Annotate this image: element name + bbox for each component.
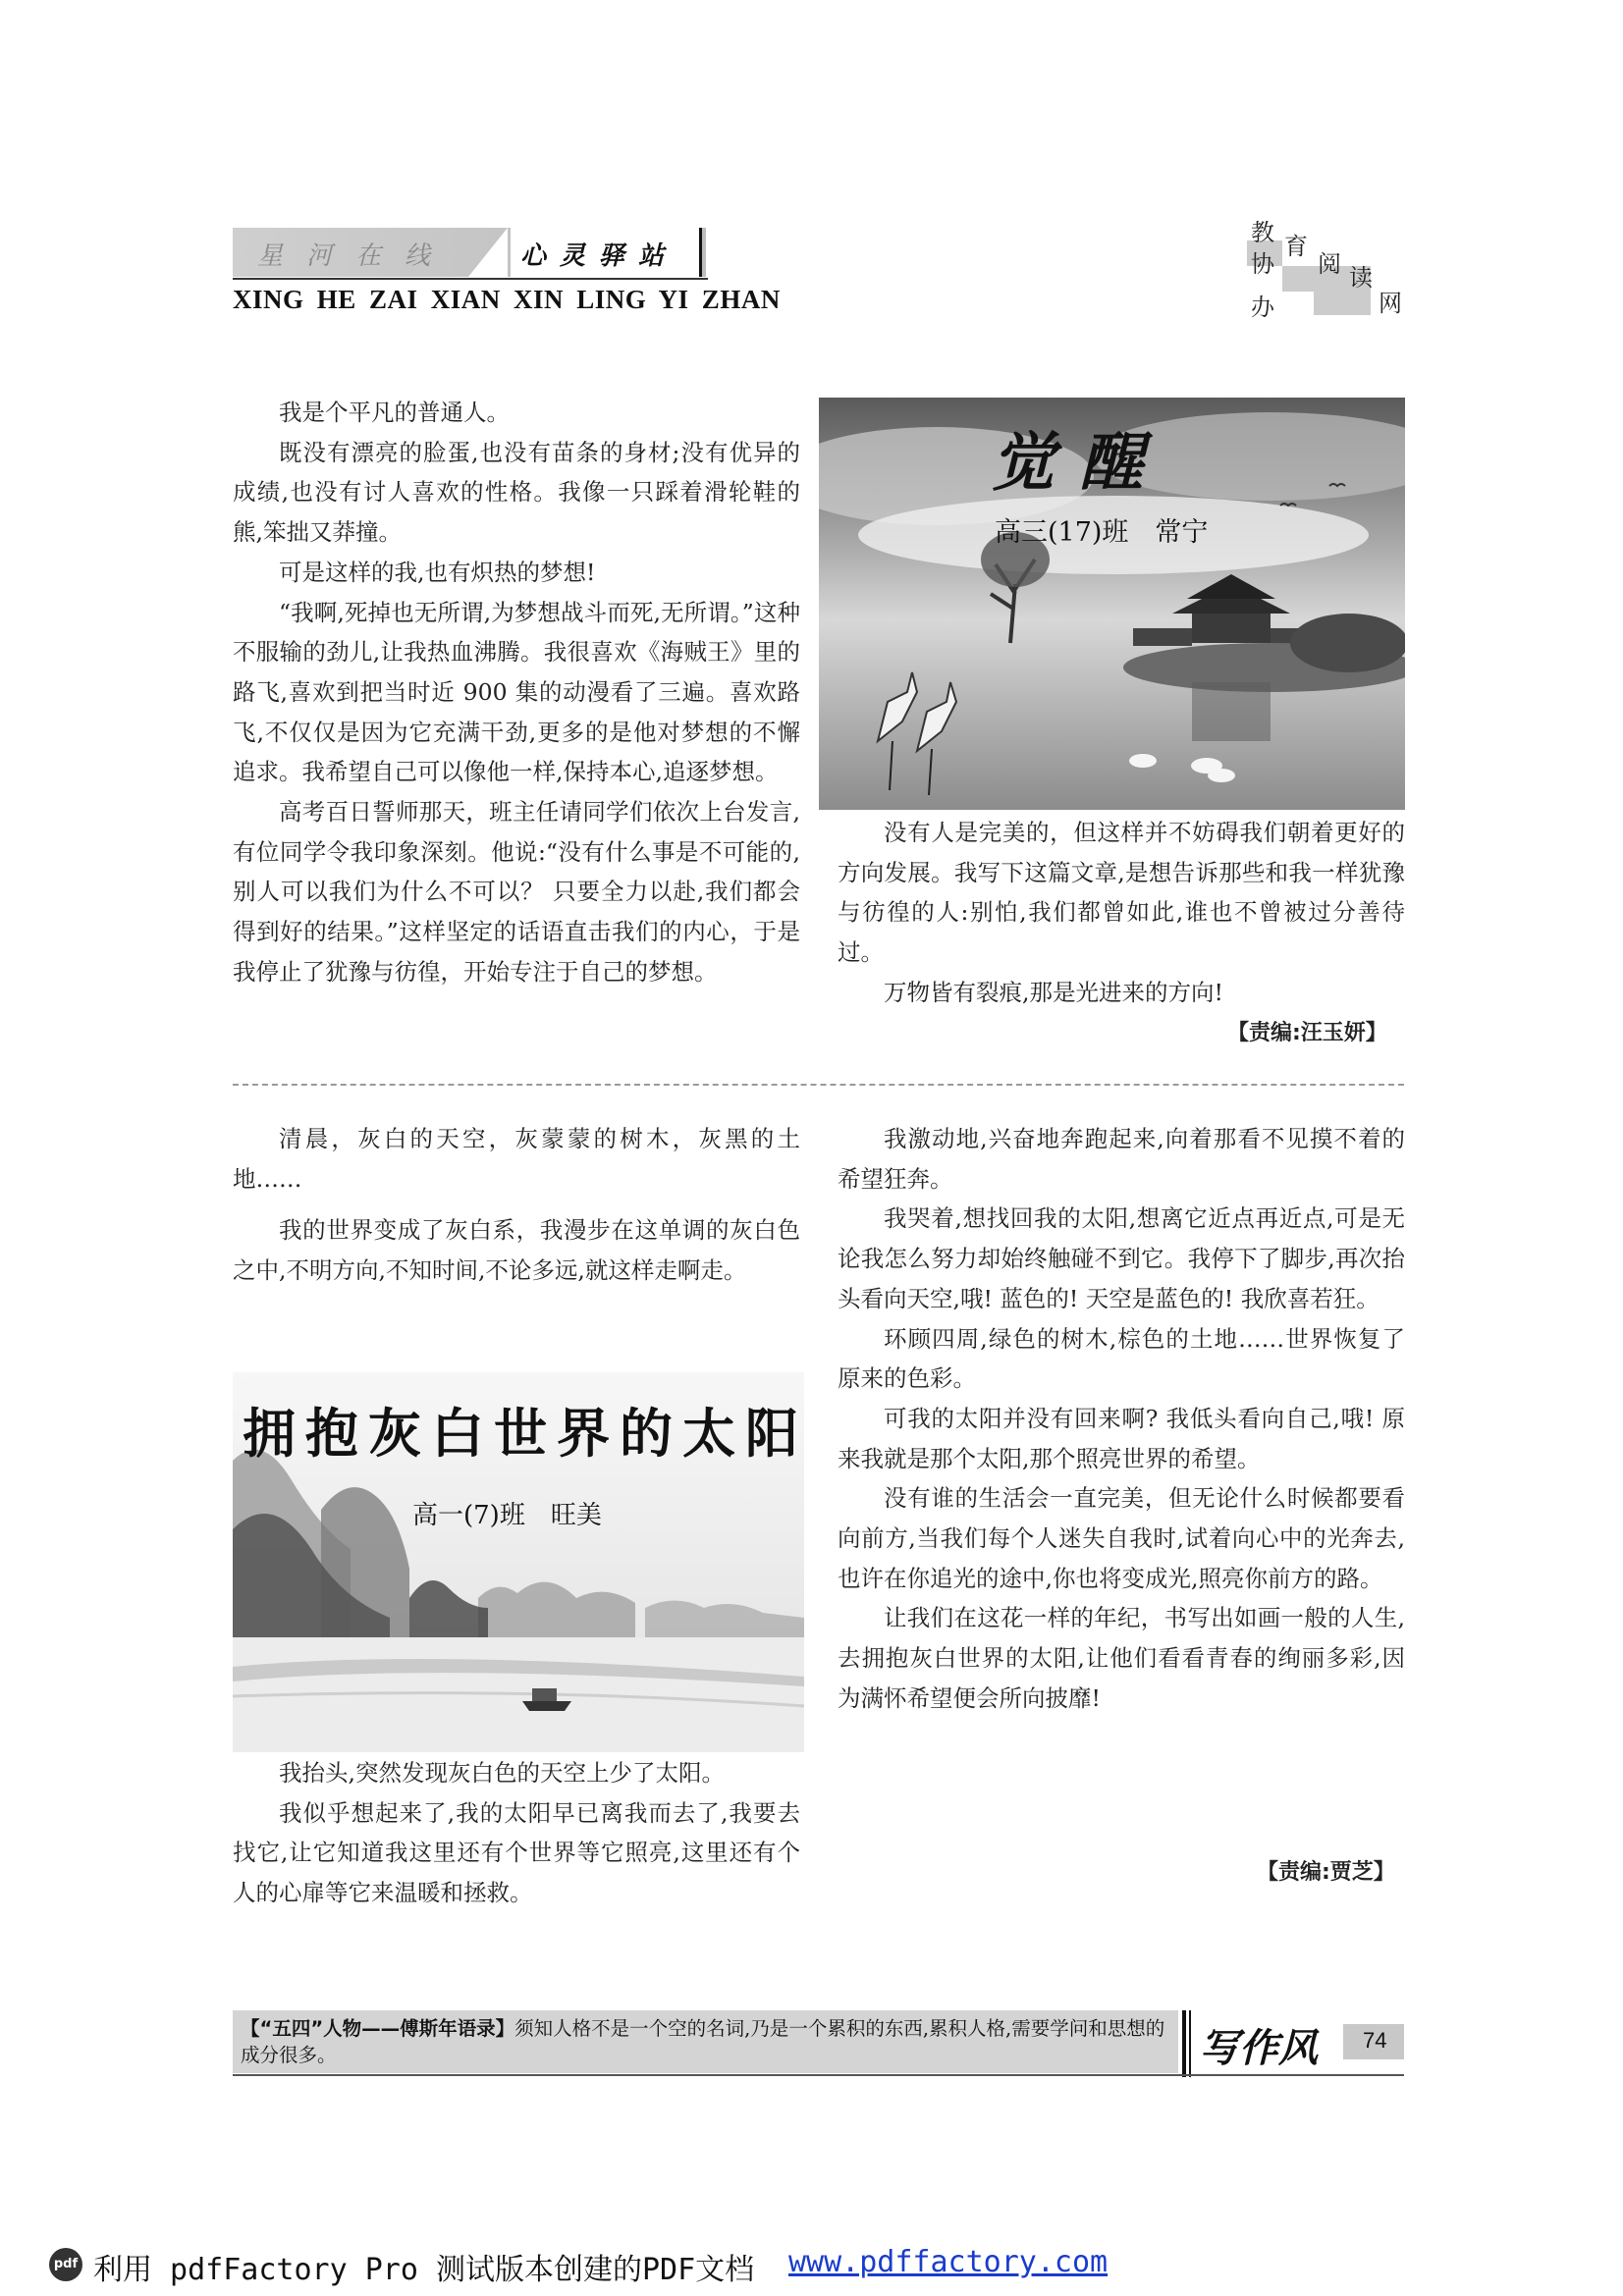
paragraph: 可是这样的我,也有炽热的梦想!	[279, 558, 596, 586]
paragraph: “我啊,死掉也无所谓,为梦想战斗而死,无所谓。”这种不服输的劲儿,让我热血沸腾。我很喜欢《海贼王》里的路飞,喜欢到把当时近 900 集的动漫看了三遍。喜欢路飞,不仅仅是因为它充满干劲,更多的是他对梦想的不懈追求。我希望自己可以像他一样,保持本心,追逐梦想。	[233, 598, 800, 786]
footer-divider	[1189, 2010, 1191, 2077]
logo-char: 教	[1251, 219, 1274, 246]
article2-editor: 【责编:贾芝】	[1257, 1860, 1395, 1885]
paragraph: 高考百日誓师那天，班主任请同学们依次上台发言,有位同学令我印象深刻。他说:“没有什么事是不可能的,别人可以我们为什么不可以？ 只要全力以赴,我们都会得到好的结果。”这样坚定的话语直击我们的内心，于是我停止了犹豫与彷徨，开始专注于自己的梦想。	[233, 798, 800, 986]
article2-left-top-column	[233, 1119, 800, 1291]
section-name-right: 心灵驿站	[520, 241, 678, 271]
logo-char: 协	[1251, 250, 1274, 278]
article1-left-column	[233, 393, 800, 992]
header-underline	[233, 278, 708, 280]
footer-line	[233, 2074, 1404, 2076]
footer-quote-text: 须知人格不是一个空的名词,乃是一个累积的东西,累积人格,需要学问和思想的成分很多。	[241, 2017, 1165, 2066]
paragraph: 我抬头,突然发现灰白色的天空上少了太阳。	[279, 1759, 725, 1787]
footer-divider	[1182, 2010, 1186, 2077]
watermark-link[interactable]: www.pdffactory.com	[788, 2245, 1109, 2279]
paragraph: 让我们在这花一样的年纪，书写出如画一般的人生,去拥抱灰白世界的太阳,让他们看看青春的绚丽多彩,因为满怀希望便会所向披靡!	[838, 1604, 1405, 1712]
paragraph: 可我的太阳并没有回来啊? 我低头看向自己,哦! 原来我就是那个太阳,那个照亮世界的希望。	[838, 1404, 1405, 1472]
header-pinyin: XING HE ZAI XIAN XIN LING YI ZHAN	[233, 285, 781, 314]
paragraph: 没有谁的生活会一直完美，但无论什么时候都要看向前方,当我们每个人迷失自我时,试着向心中的光奔去,也许在你追光的途中,你也将变成光,照亮你前方的路。	[838, 1484, 1405, 1592]
logo-block	[1314, 292, 1371, 315]
paragraph: 我激动地,兴奋地奔跑起来,向着那看不见摸不着的希望狂奔。	[838, 1125, 1405, 1193]
paragraph: 清晨，灰白的天空，灰蒙蒙的树木，灰黑的土地……	[233, 1125, 800, 1193]
pdffactory-icon: pdf	[49, 2248, 82, 2281]
article1-title: 觉醒	[992, 426, 1168, 500]
section-divider	[233, 1084, 1404, 1086]
paragraph: 我似乎想起来了,我的太阳早已离我而去了,我要去找它,让它知道我这里还有个世界等它照亮,这里还有个人的心扉等它来温暖和拯救。	[233, 1798, 800, 1907]
logo-char: 育	[1284, 233, 1308, 260]
paragraph: 我是个平凡的普通人。	[279, 399, 510, 426]
article2-author: 高一(7)班 旺美	[412, 1501, 602, 1530]
article1-right-column	[838, 813, 1405, 1013]
article2-left-bottom-column	[233, 1753, 800, 1913]
article2-right-column	[838, 1119, 1405, 1719]
section-name-left: 星河在线	[257, 241, 455, 271]
logo-char: 网	[1379, 290, 1402, 317]
page-number: 74	[1363, 2028, 1387, 2053]
logo-char: 读	[1349, 264, 1373, 292]
paragraph: 我哭着,想找回我的太阳,想离它近点再近点,可是无论我怎么努力却始终触碰不到它。我停下了脚步,再次抬头看向天空,哦! 蓝色的! 天空是蓝色的! 我欣喜若狂。	[838, 1204, 1405, 1312]
article1-editor: 【责编:汪玉妍】	[1227, 1021, 1387, 1045]
footer-quote-label: 【“五四”人物——傅斯年语录】	[241, 2017, 515, 2040]
logo-char: 阅	[1318, 250, 1341, 278]
header-divider	[699, 228, 702, 277]
site-logo	[1247, 211, 1409, 319]
paragraph: 我的世界变成了灰白系，我漫步在这单调的灰白色之中,不明方向,不知时间,不论多远,就这样走啊走。	[233, 1216, 800, 1285]
paragraph: 万物皆有裂痕,那是光进来的方向!	[884, 978, 1223, 1006]
article2-title: 拥抱灰白世界的太阳	[243, 1402, 808, 1465]
paragraph: 环顾四周,绿色的树木,棕色的土地……世界恢复了原来的色彩。	[838, 1324, 1405, 1393]
paragraph: 没有人是完美的，但这样并不妨碍我们朝着更好的方向发展。我写下这篇文章,是想告诉那些和我一样犹豫与彷徨的人:别怕,我们都曾如此,谁也不曾被过分善待过。	[838, 819, 1405, 967]
watermark-text: 利用 pdfFactory Pro 测试版本创建的PDF文档	[93, 2253, 755, 2287]
article1-author: 高三(17)班 常宁	[995, 517, 1209, 548]
magazine-logo: 写作风	[1200, 2025, 1318, 2071]
footer-quote	[241, 2015, 1168, 2068]
paragraph: 既没有漂亮的脸蛋,也没有苗条的身材;没有优异的成绩,也没有讨人喜欢的性格。我像一只踩着滑轮鞋的熊,笨拙又莽撞。	[233, 438, 800, 547]
logo-char: 办	[1251, 294, 1274, 321]
